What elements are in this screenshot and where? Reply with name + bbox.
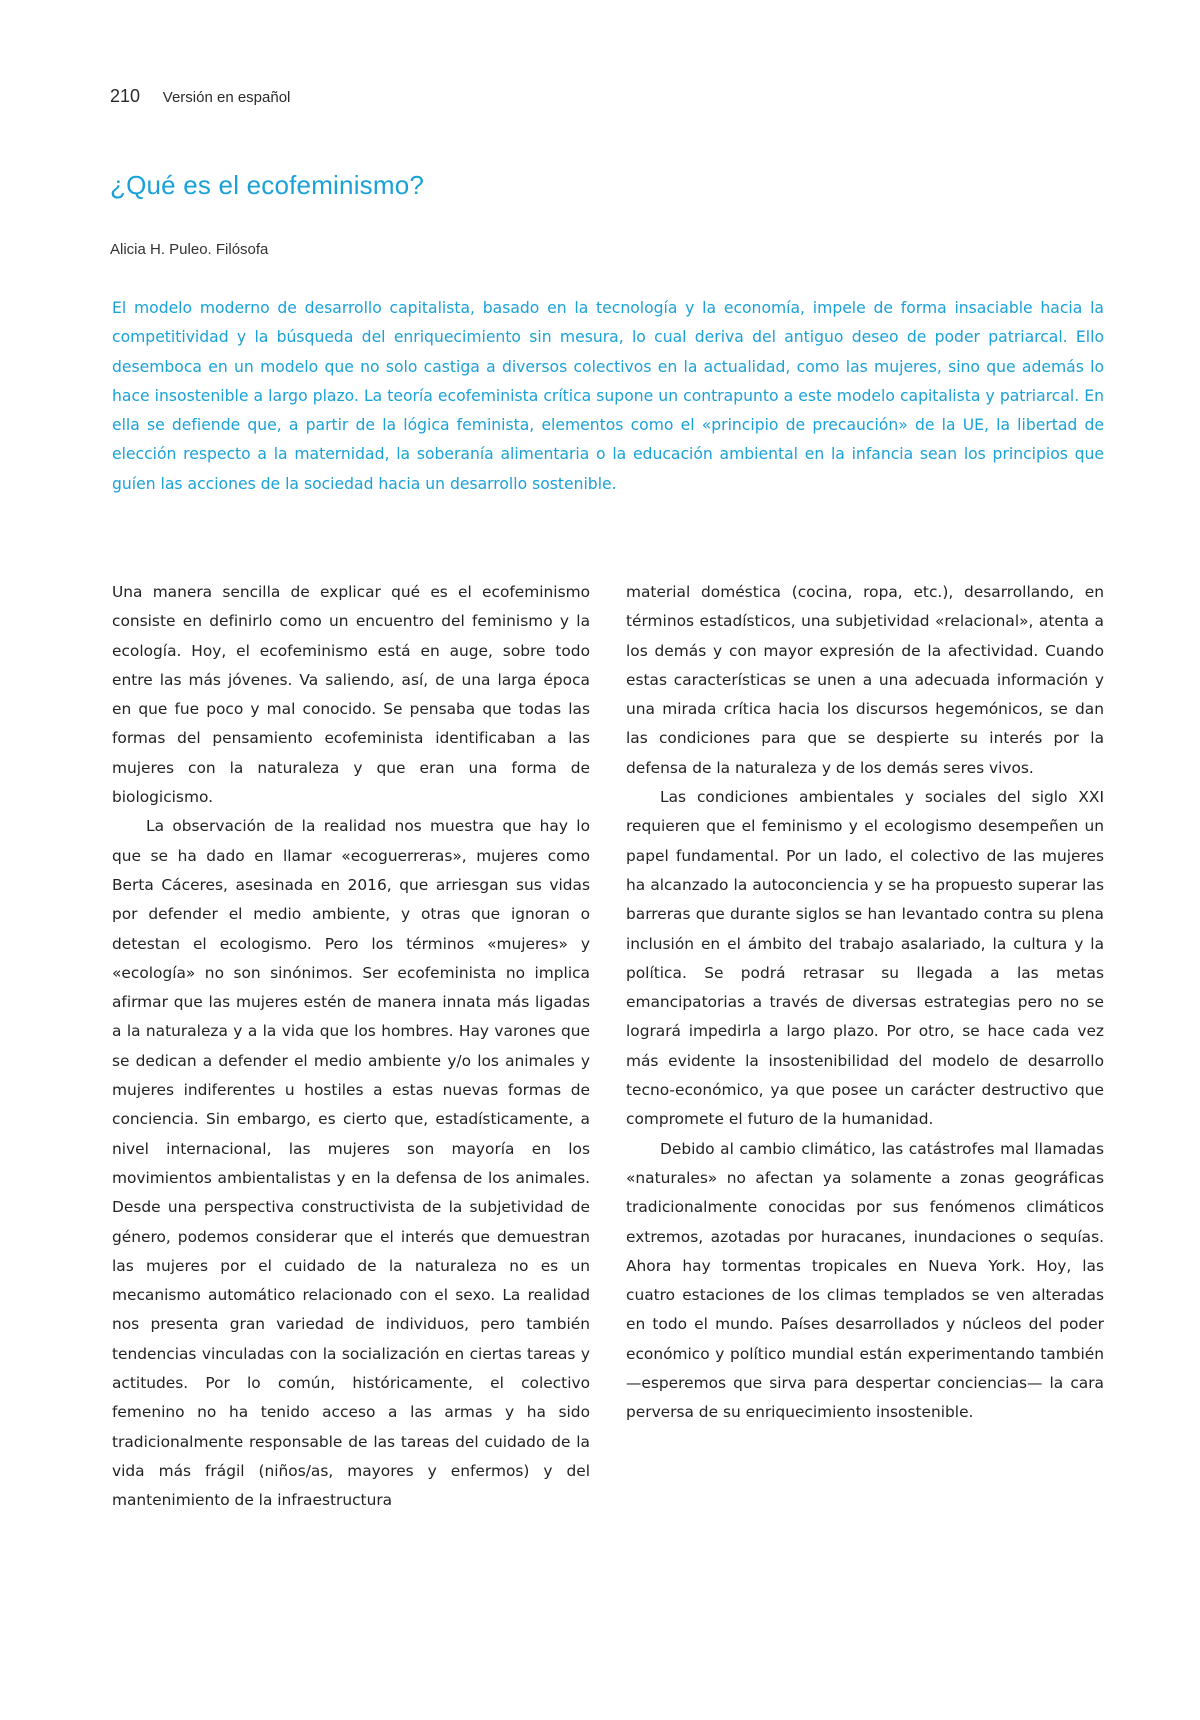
body-column-right — [626, 578, 1104, 1428]
page-number: 210 — [110, 86, 141, 106]
body-paragraph: Debido al cambio climático, las catástrofes mal llamadas «naturales» no afectan ya solamente a zonas geográficas tradicionalmente conocidas por sus fenómenos climáticos extremos, azotadas por huracanes, inundaciones o sequías. Ahora hay tormentas tropicales en Nueva York. Hoy, las cuatro estaciones de los climas templados se ven alteradas en todo el mundo. Países desarrollados y núcleos del poder económico y político mundial están experimentando también —esperemos que sirva para despertar conciencias— la cara perversa de su enriquecimiento insostenible. — [626, 1139, 1104, 1422]
article-body — [112, 578, 1104, 1628]
body-paragraph: La observación de la realidad nos muestra que hay lo que se ha dado en llamar «ecoguerreras», mujeres como Berta Cáceres, asesinada en 2016, que arriesgan sus vidas por defender el medio ambiente, y otras que ignoran o detestan el ecologismo. Pero los términos «mujeres» y «ecología» no son sinónimos. Ser ecofeminista no implica afirmar que las mujeres estén de manera innata más ligadas a la naturaleza y a la vida que los hombres. Hay varones que se dedican a defender el medio ambiente y/o los animales y mujeres indiferentes u hostiles a estas nuevas formas de conciencia. Sin embargo, es cierto que, estadísticamente, a nivel internacional, las mujeres son mayoría en los movimientos ambientalistas y en la defensa de los animales. Desde una perspectiva constructivista de la subjetividad de género, podemos considerar que el interés que demuestran las mujeres por el cuidado de la naturaleza no es un mecanismo automático relacionado con el sexo. La realidad nos presenta gran variedad de individuos, pero también tendencias vinculadas con la socialización en ciertas tareas y actitudes. Por lo común, históricamente, el colectivo femenino no ha tenido acceso a las armas y ha sido tradicionalmente responsable de las tareas del cuidado de la vida más frágil (niños/as, mayores y enfermos) y del mantenimiento de la infraestructura — [112, 817, 590, 1510]
body-column-left — [112, 578, 590, 1516]
article-abstract: El modelo moderno de desarrollo capitalista, basado en la tecnología y la economía, impele de forma insaciable hacia la competitividad y la búsqueda del enriquecimiento sin mesura, lo cual deriva del antiguo deseo de poder patriarcal. Ello desemboca en un modelo que no solo castiga a diversos colectivos en la actualidad, como las mujeres, sino que además lo hace insostenible a largo plazo. La teoría ecofeminista crítica supone un contrapunto a este modelo capitalista y patriarcal. En ella se defiende que, a partir de la lógica feminista, elementos como el «principio de precaución» de la UE, la libertad de elección respecto a la maternidad, la soberanía alimentaria o la educación ambiental en la infancia sean los principios que guíen las acciones de la sociedad hacia un desarrollo sostenible. — [112, 299, 1104, 493]
article-title: ¿Qué es el ecofeminismo? — [110, 170, 425, 200]
body-paragraph: material doméstica (cocina, ropa, etc.), desarrollando, en términos estadísticos, una subjetividad «relacional», atenta a los demás y con mayor expresión de la afectividad. Cuando estas características se unen a una adecuada información y una mirada crítica hacia los discursos hegemónicos, se dan las condiciones para que se despierte su interés por la defensa de la naturaleza y de los demás seres vivos. — [626, 583, 1104, 777]
running-title: Versión en español — [162, 89, 291, 106]
article-author: Alicia H. Puleo. Filósofa — [110, 241, 269, 258]
body-paragraph: Una manera sencilla de explicar qué es el ecofeminismo consiste en definirlo como un encuentro del feminismo y la ecología. Hoy, el ecofeminismo está en auge, sobre todo entre las más jóvenes. Va saliendo, así, de una larga época en que fue poco y mal conocido. Se pensaba que todas las formas del pensamiento ecofeminista identificaban a las mujeres con la naturaleza y que eran una forma de biologicismo. — [112, 583, 590, 807]
body-paragraph: Las condiciones ambientales y sociales del siglo XXI requieren que el feminismo y el ecologismo desempeñen un papel fundamental. Por un lado, el colectivo de las mujeres ha alcanzado la autoconciencia y se ha propuesto superar las barreras que durante siglos se han levantado contra su plena inclusión en el ámbito del trabajo asalariado, la cultura y la política. Se podrá retrasar su llegada a las metas emancipatorias a través de diversas estrategias pero no se logrará impedirla a largo plazo. Por otro, se hace cada vez más evidente la insostenibilidad del modelo de desarrollo tecno-económico, ya que posee un carácter destructivo que compromete el futuro de la humanidad. — [626, 788, 1104, 1129]
page-header — [110, 86, 290, 107]
